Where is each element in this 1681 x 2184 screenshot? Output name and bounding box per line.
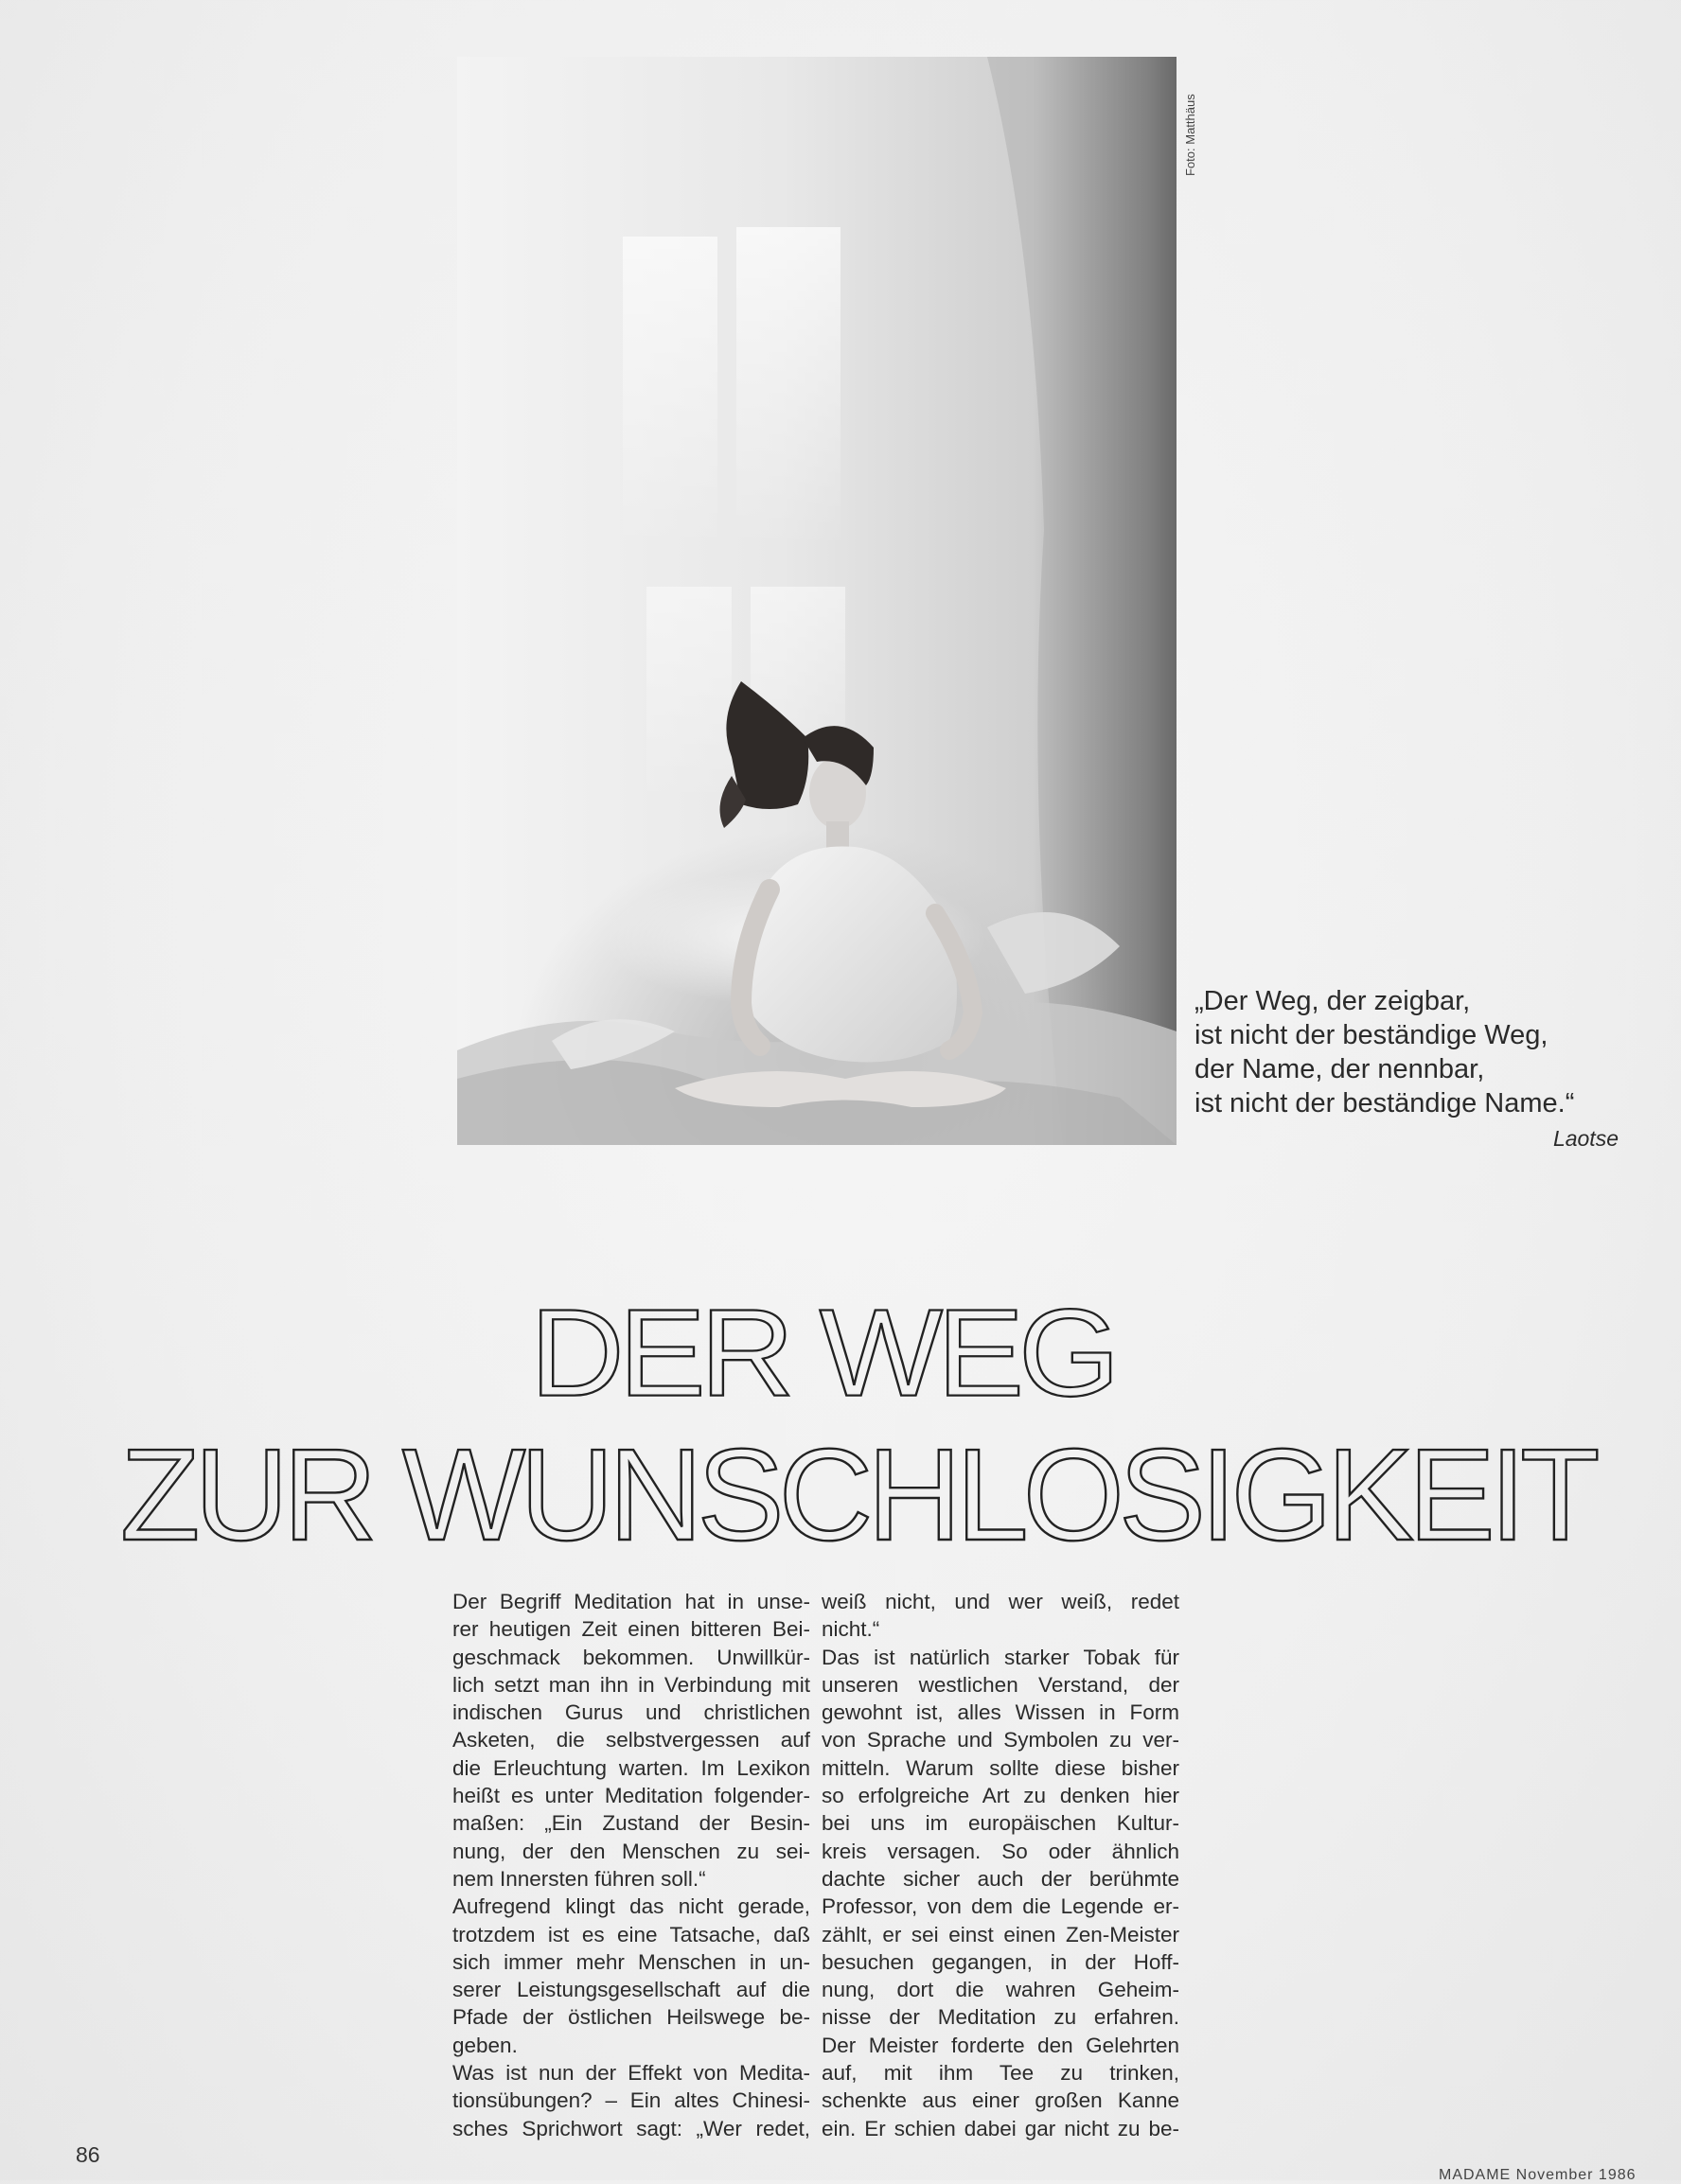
article-line: Professor, von dem die Legende er- <box>822 1894 1179 1919</box>
article-line: sches Sprichwort sagt: „Wer redet, <box>452 2116 810 2140</box>
article-line: heißt es unter Meditation folgender- <box>452 1784 810 1808</box>
article-line: Der Meister forderte den Gelehrten <box>822 2033 1179 2057</box>
article-line: von Sprache und Symbolen zu ver- <box>822 1728 1179 1752</box>
article-line: gewohnt ist, alles Wissen in Form <box>822 1700 1179 1725</box>
article-line: bei uns im europäischen Kultur- <box>822 1811 1179 1836</box>
article-line: nung, dort die wahren Geheim- <box>822 1978 1179 2002</box>
quote-line: ist nicht der beständige Name.“ <box>1194 1088 1575 1118</box>
article-line: nisse der Meditation zu erfahren. <box>822 2005 1179 2030</box>
article-line: zählt, er sei einst einen Zen-Meister <box>822 1922 1179 1946</box>
photo-illustration <box>457 57 1177 1145</box>
article-line: dachte sicher auch der berühmte <box>822 1866 1179 1891</box>
quote-line: ist nicht der beständige Weg, <box>1194 1020 1548 1050</box>
article-line: Was ist nun der Effekt von Medita- <box>452 2061 810 2086</box>
article-line: rer heutigen Zeit einen bitteren Bei- <box>452 1617 810 1642</box>
article-line: unseren westlichen Verstand, der <box>822 1672 1179 1697</box>
article-column-2 <box>822 1588 1179 2142</box>
article-line: geschmack bekommen. Unwillkür- <box>452 1645 810 1669</box>
pull-quote <box>1194 984 1630 1153</box>
article-line: indischen Gurus und christlichen <box>452 1700 810 1725</box>
quote-line: „Der Weg, der zeigbar, <box>1194 986 1471 1016</box>
quote-line: der Name, der nennbar, <box>1194 1054 1485 1084</box>
meditation-photo <box>457 57 1177 1145</box>
article-line: tionsübungen? – Ein altes Chinesi- <box>452 2088 810 2113</box>
article-line: lich setzt man ihn in Verbindung mit <box>452 1672 810 1697</box>
article-column-1 <box>452 1588 810 2142</box>
article-line: schenkte aus einer großen Kanne <box>822 2088 1179 2113</box>
article-line: nung, der den Menschen zu sei- <box>452 1839 810 1863</box>
article-line: Der Begriff Meditation hat in unse- <box>452 1590 810 1613</box>
article-line: sich immer mehr Menschen in un- <box>452 1949 810 1974</box>
article-line: Aufregend klingt das nicht gerade, <box>452 1894 810 1919</box>
article-line: die Erleuchtung warten. Im Lexikon <box>452 1755 810 1780</box>
magazine-footer: MADAME November 1986 <box>1439 2167 1637 2183</box>
page-number: 86 <box>76 2142 100 2167</box>
article-line: mitteln. Warum sollte diese bisher <box>822 1755 1179 1780</box>
article-line: weiß nicht, und wer weiß, redet <box>822 1590 1179 1613</box>
article-line: Pfade der östlichen Heilswege be- <box>452 2005 810 2030</box>
article-line: besuchen gegangen, in der Hoff- <box>822 1949 1179 1974</box>
article-line: maßen: „Ein Zustand der Besin- <box>452 1811 810 1836</box>
quote-author: Laotse <box>1552 1126 1619 1151</box>
article-line: so erfolgreiche Art zu denken hier <box>822 1784 1179 1808</box>
article-line: nem Innersten führen soll.“ <box>452 1866 706 1891</box>
article-line: trotzdem ist es eine Tatsache, daß <box>452 1922 810 1946</box>
article-line: geben. <box>452 2033 518 2057</box>
article-line: serer Leistungsgesellschaft auf die <box>452 1978 810 2002</box>
headline-line-1: DER WEG <box>530 1283 1115 1423</box>
article-line: nicht.“ <box>822 1617 880 1642</box>
article-line: auf, mit ihm Tee zu trinken, <box>822 2061 1179 2086</box>
article-line: Asketen, die selbstvergessen auf <box>452 1728 810 1752</box>
article-line: kreis versagen. So oder ähnlich <box>822 1839 1179 1863</box>
photo-credit: Foto: Matthäus <box>1183 94 1197 176</box>
headline-line-2: ZUR WUNSCHLOSIGKEIT <box>120 1422 1595 1568</box>
article-line: Das ist natürlich starker Tobak für <box>822 1645 1179 1669</box>
article-line: ein. Er schien dabei gar nicht zu be- <box>822 2116 1179 2140</box>
